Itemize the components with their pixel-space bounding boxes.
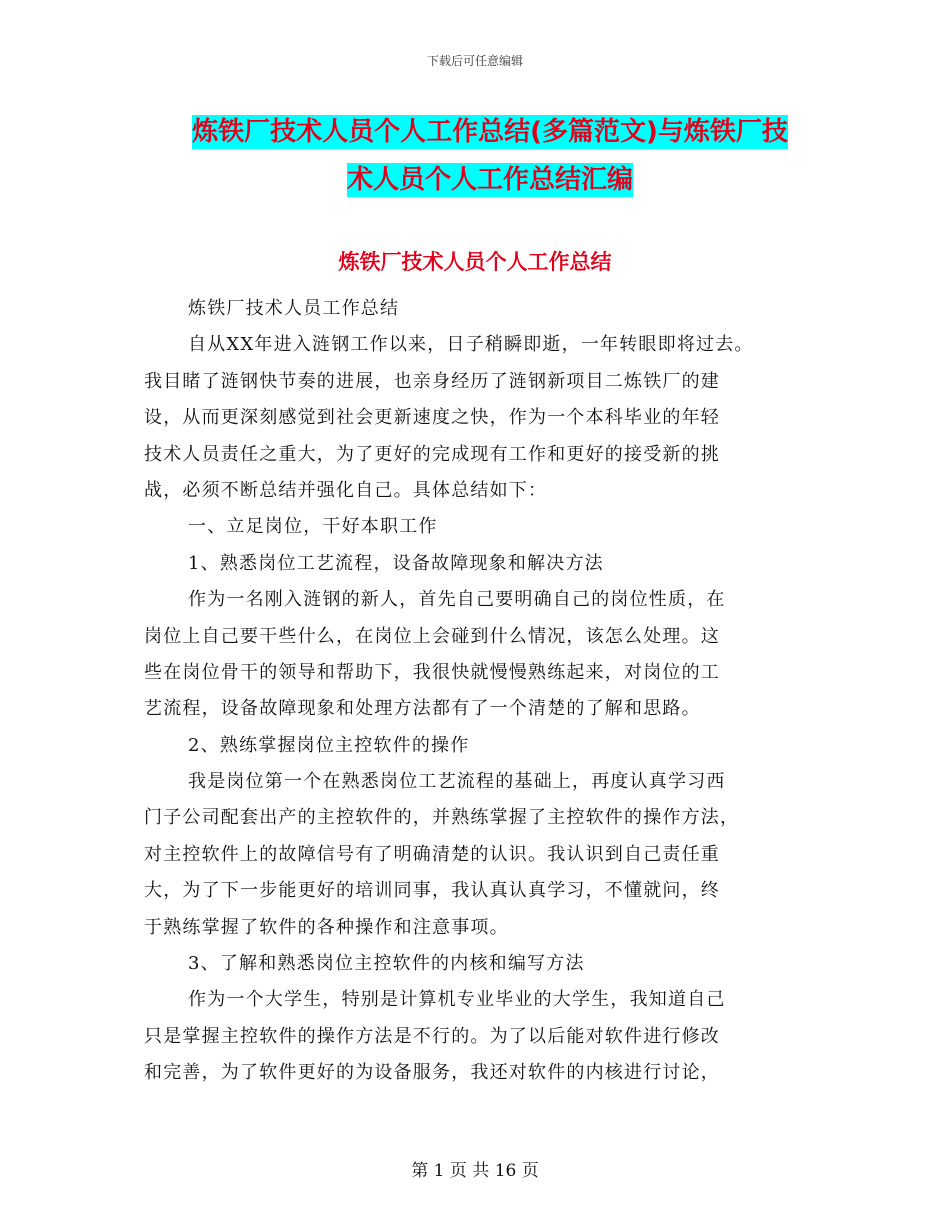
body-text — [144, 291, 844, 1092]
document-title-line-2: 术人员个人工作总结汇编 — [346, 165, 633, 195]
text-line: 自从XX年进入涟钢工作以来，日子稍瞬即逝，一年转眼即将过去。 — [188, 334, 754, 356]
subheading: 一、立足岗位，干好本职工作 — [188, 516, 438, 538]
subheading: 3、了解和熟悉岗位主控软件的内核和编写方法 — [188, 953, 585, 975]
page-footer: 第 1 页 共 16 页 — [411, 1161, 539, 1181]
text-line: 艺流程，设备故障现象和处理方法都有了一个清楚的了解和思路。 — [144, 698, 701, 720]
document-title-line-1: 炼铁厂技术人员个人工作总结(多篇范文)与炼铁厂技 — [192, 117, 788, 147]
text-line: 作为一名刚入涟钢的新人，首先自己要明确自己的岗位性质，在 — [188, 589, 726, 611]
text-line: 我是岗位第一个在熟悉岗位工艺流程的基础上，再度认真学习西 — [188, 771, 726, 793]
text-line: 于熟练掌握了软件的各种操作和注意事项。 — [144, 916, 509, 938]
header-note: 下载后可任意编辑 — [426, 54, 523, 68]
text-line: 只是掌握主控软件的操作方法是不行的。为了以后能对软件进行修改 — [144, 1025, 720, 1047]
subheading: 2、熟练掌握岗位主控软件的操作 — [188, 734, 470, 756]
text-line: 大，为了下一步能更好的培训同事，我认真认真学习，不懂就问，终 — [144, 880, 720, 902]
text-line: 战，必须不断总结并强化自己。具体总结如下： — [144, 479, 548, 501]
text-line: 设，从而更深刻感觉到社会更新速度之快，作为一个本科毕业的年轻 — [144, 407, 720, 429]
text-line: 和完善，为了软件更好的为设备服务，我还对软件的内核进行讨论， — [144, 1062, 720, 1084]
text-line: 作为一个大学生，特别是计算机专业毕业的大学生，我知道自己 — [188, 989, 726, 1011]
paragraph-heading: 炼铁厂技术人员工作总结 — [188, 298, 400, 319]
text-line: 我目睹了涟钢快节奏的进展，也亲身经历了涟钢新项目二炼铁厂的建 — [144, 370, 720, 392]
text-line: 门子公司配套出产的主控软件的，并熟练掌握了主控软件的操作方法， — [144, 807, 740, 829]
text-line: 岗位上自己要干些什么，在岗位上会碰到什么情况，该怎么处理。这 — [144, 625, 720, 647]
text-line: 技术人员责任之重大，为了更好的完成现有工作和更好的接受新的挑 — [144, 443, 720, 465]
text-line: 些在岗位骨干的领导和帮助下，我很快就慢慢熟练起来，对岗位的工 — [144, 661, 720, 683]
section-title: 炼铁厂技术人员个人工作总结 — [338, 250, 612, 274]
subheading: 1、熟悉岗位工艺流程，设备故障现象和解决方法 — [188, 552, 604, 574]
text-line: 对主控软件上的故障信号有了明确清楚的认识。我认识到自己责任重 — [144, 843, 720, 865]
document-title — [140, 108, 840, 204]
